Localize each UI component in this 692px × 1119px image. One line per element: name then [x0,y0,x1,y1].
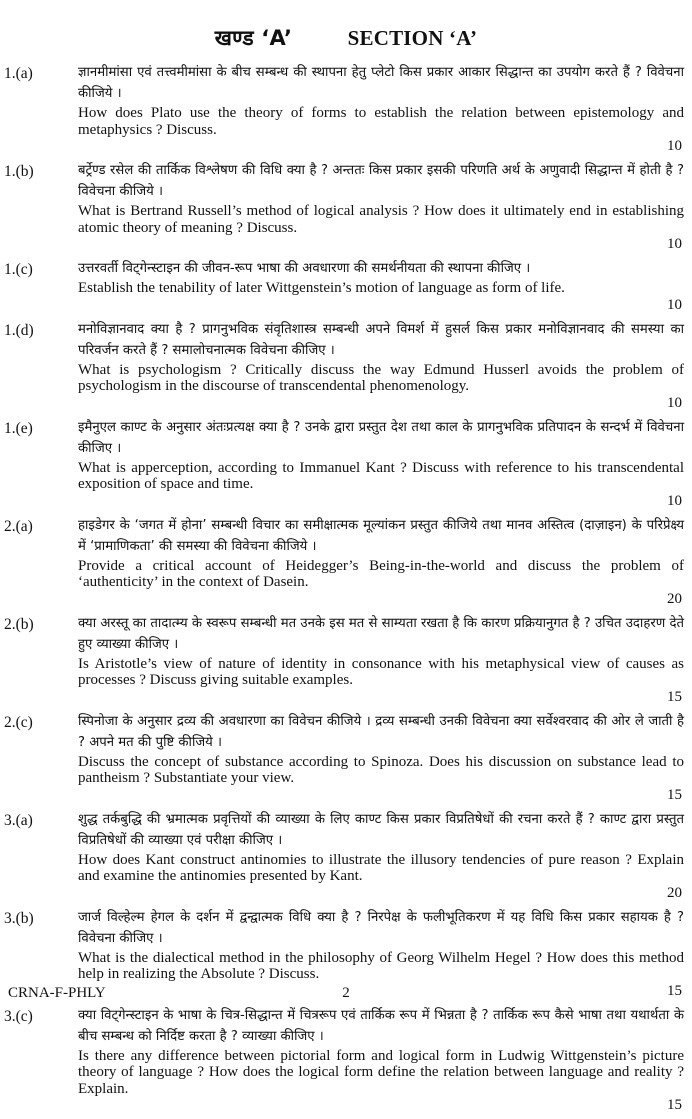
question-text-hindi: शुद्ध तर्कबुद्धि की भ्रमात्मक प्रवृत्तियों की व्याख्या के लिए काण्ट किस प्रकार विप्रतिषेधों की रचना करते हैं ? काण्ट द्वारा प्रस्तुत विप्रतिषेधों की व्याख्या एवं परीक्षा कीजिए । [78,811,684,848]
question-text-english: What is apperception, according to Immanuel Kant ? Discuss with reference to his transcendental exposition of space and time. [78,459,684,492]
question-number: 3.(b) [4,909,34,927]
question-text-english: What is psychologism ? Critically discuss the way Edmund Husserl avoids the problem of psychologism in the discourse of transcendental phenomenology. [78,361,684,394]
question-text-english: What is the dialectical method in the philosophy of Georg Wilhelm Hegel ? How does this method help in realizing the Absolute ? Discuss. [78,949,684,982]
section-title-hindi: खण्ड ‘A’ [214,26,293,50]
paper-code: CRNA-F-PHLY [8,985,106,1001]
question-item [0,160,692,252]
question-marks: 10 [667,138,682,154]
question-text-hindi: बर्ट्रेण्ड रसेल की तार्किक विश्लेषण की विधि क्या है ? अन्ततः किस प्रकार इसकी परिणति अर्थ के अणुवादी सिद्धान्त में होती है ? विवेचना कीजिये । [78,163,684,199]
question-text-english: Discuss the concept of substance according to Spinoza. Does his discussion on substance lead to pantheism ? Substantiate your view. [78,753,684,786]
question-text-hindi: क्या विट्गेन्स्टाइन के भाषा के चित्र-सिद्धान्त में चित्ररूप एवं तार्किक रूप में भिन्नता है ? तार्किक रूप कैसे भाषा तथा यथार्थता के बीच सम्बन्ध को निर्दिष्ट करता है ? व्याख्या कीजिए । [78,1007,684,1044]
question-text-hindi: ज्ञानमीमांसा एवं तत्त्वमीमांसा के बीच सम्बन्ध की स्थापना हेतु प्लेटो किस प्रकार आकार सिद्धान्त का उपयोग करते हैं ? विवेचना कीजिये । [78,65,684,101]
question-text-english: Provide a critical account of Heidegger’s Being-in-the-world and discuss the problem of ‘authenticity’ in the context of Dasein. [78,557,684,590]
question-body [78,258,684,313]
question-body [78,613,684,705]
question-marks: 10 [667,296,682,313]
question-text-hindi: क्या अरस्तू का तादात्म्य के स्वरूप सम्बन्धी मत उनके इस मत से साम्यता रखता है कि कारण प्रक्रियानुगत है ? उचित उदाहरण देते हुए व्याख्या कीजिए । [78,615,684,652]
question-body [78,62,684,154]
question-marks: 15 [667,786,682,803]
question-text-hindi: स्पिनोजा के अनुसार द्रव्य की अवधारणा का विवेचन कीजिये । द्रव्य सम्बन्धी उनकी विवेचना क्या सर्वेश्वरवाद की ओर ले जाती है ? अपने मत की पुष्टि कीजिये । [78,713,684,750]
question-text-english: Establish the tenability of later Wittgenstein’s motion of language as form of life. [78,280,565,296]
question-text-hindi: मनोविज्ञानवाद क्या है ? प्रागनुभविक संवृतिशास्त्र सम्बन्धी अपने विमर्श में हुसर्ल किस प्रकार मनोविज्ञानवाद की समस्या का परिवर्जन करते हैं ? समालोचनात्मक विवेचना कीजिए । [78,321,684,358]
question-body [78,417,684,509]
question-item [0,515,692,607]
question-text-english: What is Bertrand Russell’s method of logical analysis ? How does it ultimately end in establishing atomic theory of meaning ? Discuss. [78,203,684,236]
section-title-english: SECTION ‘A’ [347,26,478,50]
question-item [0,613,692,705]
question-item [0,417,692,509]
question-marks: 10 [667,236,682,252]
question-number: 2.(c) [4,713,33,731]
question-text-english: How does Kant construct antinomies to illustrate the illusory tendencies of pure reason ? Explain and examine the antinomies presented by Kant. [78,851,684,884]
question-text-hindi: उत्तरवर्ती विट्गेन्स्टाइन की जीवन-रूप भाषा की अवधारणा की समर्थनीयता की स्थापना कीजिए । [78,261,531,276]
question-text-hindi: इमैनुएल काण्ट के अनुसार अंतःप्रत्यक्ष क्या है ? उनके द्वारा प्रस्तुत देश तथा काल के प्रागनुभविक प्रतिपादन के सन्दर्भ में विवेचना कीजिए । [78,419,684,456]
question-body [78,1005,684,1114]
question-text-english: Is there any difference between pictorial form and logical form in Ludwig Wittgenstein’s picture theory of language ? How does the logical form define the relation between language and reality ? Explain. [78,1047,684,1097]
question-number: 1.(d) [4,321,34,339]
question-item [0,1005,692,1114]
question-number: 2.(b) [4,615,34,633]
question-text-hindi: जार्ज विल्हेल्म हेगल के दर्शन में द्वन्द्वात्मक विधि क्या है ? निरपेक्ष के फलीभूतिकरण में यह विधि किस प्रकार सहायक है ? विवेचना कीजिए । [78,909,684,946]
question-body [78,809,684,901]
question-number: 1.(b) [4,163,34,180]
question-body [78,160,684,252]
question-body [78,319,684,411]
question-marks: 10 [667,394,682,411]
page-number: 2 [342,985,350,1001]
question-item [0,809,692,901]
question-marks: 15 [667,688,682,705]
question-number: 1.(a) [4,65,33,82]
question-number: 3.(a) [4,811,33,829]
question-text-english: How does Plato use the theory of forms to establish the relation between epistemology and metaphysics ? Discuss. [78,105,684,138]
question-item [0,319,692,411]
question-body [78,515,684,607]
question-marks: 10 [667,492,682,509]
question-number: 1.(e) [4,419,33,437]
question-marks: 20 [667,884,682,901]
question-text-english: Is Aristotle’s view of nature of identity in consonance with his metaphysical view of causes as processes ? Discuss giving suitable examples. [78,655,684,688]
question-marks: 20 [667,590,682,607]
question-number: 3.(c) [4,1007,33,1025]
question-body [78,711,684,803]
question-item [0,62,692,154]
question-number: 2.(a) [4,517,33,535]
question-marks: 15 [667,1097,682,1113]
question-list [0,62,692,1119]
question-text-hindi: हाइडेगर के ‘जगत में होना’ सम्बन्धी विचार का समीक्षात्मक मूल्यांकन प्रस्तुत कीजिये तथा मानव अस्तित्व (दाज़ाइन) के परिप्रेक्ष्य में ‘प्रामाणिकता’ की समस्या की विवेचना कीजिये । [78,517,684,554]
question-item [0,711,692,803]
section-header [0,24,692,52]
question-marks: 15 [667,982,682,999]
question-number: 1.(c) [4,261,33,278]
question-item [0,258,692,313]
